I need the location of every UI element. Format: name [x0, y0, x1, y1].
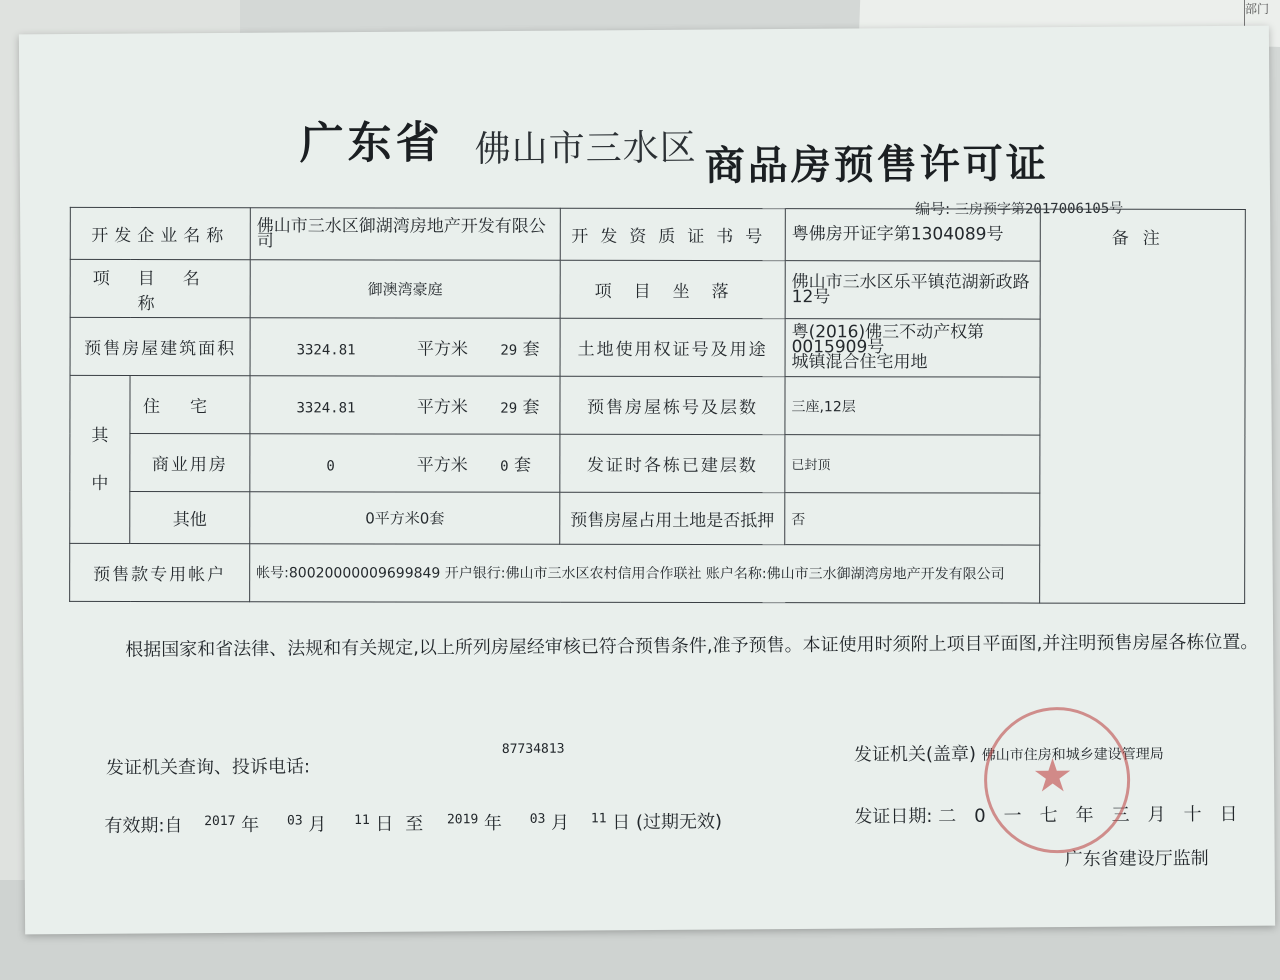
valid-from-day: 11 — [354, 812, 370, 829]
serial-label: 编号: — [915, 199, 951, 219]
sets-unit: 套 — [522, 339, 540, 360]
valid-to-month: 03 — [529, 811, 546, 827]
escrow-account-label: 预售款专用帐户 — [70, 543, 250, 601]
expired-note: (过期无效) — [635, 811, 723, 834]
permit-table — [69, 207, 1246, 604]
developer-label: 开发企业名称 — [70, 207, 250, 259]
valid-to-year: 2019 — [446, 812, 479, 828]
seal-star-icon: ★ — [1031, 748, 1074, 803]
year-char-1: 年 — [241, 814, 260, 836]
phone-number: 87734813 — [501, 741, 565, 758]
presale-area-cell — [250, 318, 560, 377]
project-name-value: 御澳湾豪庭 — [250, 260, 560, 319]
project-location-value: 佛山市三水区乐平镇范湖新政路12号 — [785, 261, 1040, 319]
province-title: 广东省 — [299, 117, 444, 170]
floors-built-value: 已封顶 — [785, 435, 1040, 493]
month-char-2: 月 — [551, 812, 570, 834]
of-which-char-2: 中 — [91, 473, 109, 494]
valid-to-day: 11 — [590, 811, 607, 827]
serial-value: 三房预字第2017006105号 — [954, 200, 1124, 218]
project-location-label: 项目坐落 — [560, 260, 785, 318]
land-use: 城镇混合住宅用地 — [791, 352, 928, 373]
valid-from-month: 03 — [286, 813, 303, 829]
building-value: 三座,12层 — [785, 377, 1040, 435]
developer-value: 佛山市三水区御湖湾房地产开发有限公司 — [250, 208, 560, 261]
city-title: 佛山市三水区 — [474, 127, 697, 171]
certificate-sheet — [19, 26, 1275, 935]
qualification-label: 开发资质证书号 — [560, 208, 785, 260]
issue-date-value: 二0一七年三月十日 — [938, 803, 1256, 827]
land-cert-number: 粤(2016)佛三不动产权第0015909号 — [791, 322, 985, 358]
qualification-value: 粤佛房开证字第1304089号 — [785, 209, 1040, 261]
phone-value — [502, 743, 565, 764]
commercial-cell — [250, 434, 560, 493]
project-name-label: 项目名称 — [70, 259, 250, 317]
land-cert-cell — [785, 319, 1040, 377]
supervisor-note: 广东省建设厅监制 — [1064, 848, 1209, 871]
floors-built-label: 发证时各栋已建层数 — [560, 434, 785, 492]
land-cert-label: 土地使用权证号及用途 — [560, 318, 785, 376]
issue-date-label: 发证日期: — [854, 806, 933, 828]
remark-label: 备注 — [1040, 209, 1246, 603]
other-label: 其他 — [130, 492, 250, 544]
to-char: 至 — [405, 813, 424, 835]
valid-from-year: 2017 — [204, 813, 236, 830]
residential-area-value: 3324.81 — [296, 400, 356, 417]
year-char-2: 年 — [483, 813, 503, 835]
validity-line — [104, 807, 722, 837]
issuer-value: 佛山市住房和城乡建设管理局 — [981, 746, 1164, 764]
residential-sets-unit: 套 — [522, 397, 540, 418]
area-unit: 平方米 — [416, 339, 469, 360]
mortgage-value: 否 — [785, 493, 1040, 545]
day-char-1: 日 — [375, 813, 394, 835]
issuer-label: 发证机关(盖章) — [853, 743, 977, 766]
other-value: 0平方米0套 — [250, 492, 560, 545]
valid-label: 有效期:自 — [104, 815, 183, 837]
presale-area-value: 3324.81 — [296, 342, 356, 359]
presale-sets-value: 29 — [500, 342, 518, 359]
document-title: 商品房预售许可证 — [704, 141, 1049, 190]
of-which-label — [70, 375, 130, 543]
building-label: 预售房屋栋号及层数 — [560, 376, 785, 434]
official-seal-icon — [984, 707, 1131, 854]
residential-area-unit: 平方米 — [416, 397, 468, 418]
mortgage-label: 预售房屋占用土地是否抵押 — [560, 492, 785, 544]
commercial-area-unit: 平方米 — [416, 455, 468, 476]
residential-cell — [250, 376, 560, 435]
month-char-1: 月 — [308, 814, 327, 836]
phone-label: 发证机关查询、投诉电话: — [105, 756, 311, 779]
commercial-area-value: 0 — [326, 458, 335, 475]
commercial-sets-unit: 套 — [514, 455, 532, 476]
presale-area-label: 预售房屋建筑面积 — [70, 317, 250, 375]
residential-sets-value: 29 — [500, 400, 518, 417]
escrow-account-value: 帐号:80020000009699849 开户银行:佛山市三水区农村信用合作联社 账户名称:佛山市三水御湖湾房地产开发有限公司 — [250, 544, 1040, 603]
paper-stub-text: 部门 — [1244, 0, 1275, 34]
commercial-label: 商业用房 — [130, 434, 250, 492]
commercial-sets-value: 0 — [500, 458, 509, 475]
of-which-char-1: 其 — [91, 425, 109, 446]
residential-label: 住宅 — [130, 376, 250, 434]
approval-text: 根据国家和省法律、法规和有关规定,以上所列房屋经审核已符合预售条件,准予预售。本证使用时须附上项目平面图,并注明预售房屋各栋位置。 — [125, 631, 1259, 661]
day-char-2: 日 — [612, 812, 631, 834]
